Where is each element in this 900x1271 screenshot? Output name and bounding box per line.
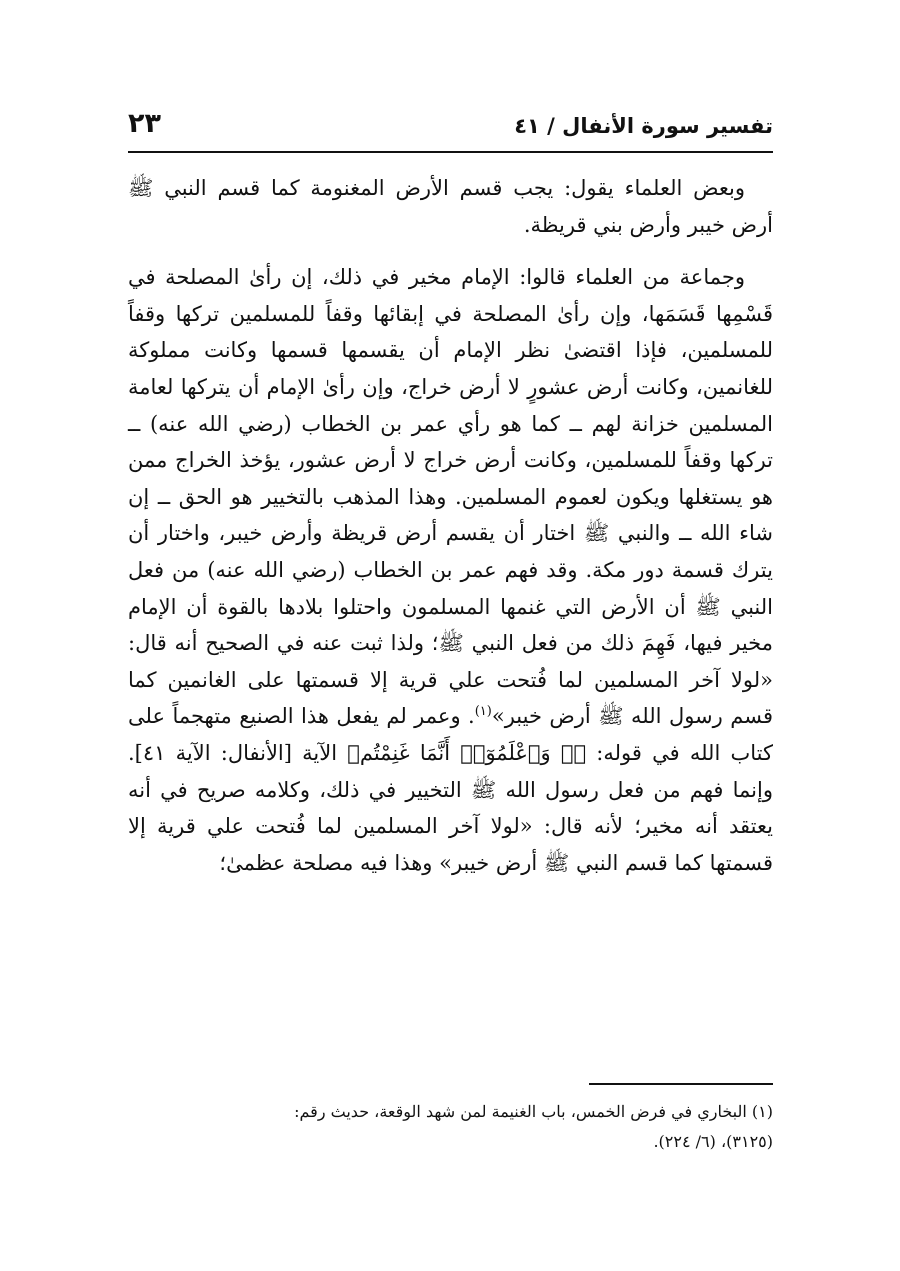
page-header	[128, 108, 773, 150]
page-number: ٢٣	[128, 108, 161, 139]
paragraph-2-main: وجماعة من العلماء قالوا: الإمام مخير في ذلك، إن رأىٰ المصلحة في قَسْمِها قَسَمَها، وإن رأىٰ المصلحة في إبقائها وقفاً للمسلمين تركها وقفاً للمسلمين، فإذا اقتضىٰ نظر الإمام أن يقسمها قسمها وكانت مملوكة للغانمين، وكانت أرض عشورٍ لا أرض خراج، وإن رأىٰ الإمام أن يتركها لعامة المسلمين خزانة لهم ــ كما هو رأي عمر بن الخطاب (رضي الله عنه) ــ تركها وقفاً للمسلمين، وكانت أرض خراج لا أرض عشور، يؤخذ الخراج ممن هو يستغلها ويكون لعموم المسلمين. وهذا المذهب بالتخيير هو الحق ــ إن شاء الله ــ والنبي ﷺ اختار أن يقسم أرض قريظة وأرض خيبر، واختار أن يترك قسمة دور مكة. وقد فهم عمر بن الخطاب (رضي الله عنه) من فعل النبي ﷺ أن الأرض التي غنمها المسلمون واحتلوا بلادها بالقوة أن الإمام مخير فيها، فَهِمَ ذلك من فعل النبي ﷺ؛ ولذا ثبت عنه في الصحيح أنه قال: «لولا آخر المسلمين لما فُتحت علي قرية إلا قسمتها على الغانمين كما قسم رسول الله ﷺ أرض خيبر»	[128, 265, 774, 729]
footnote	[128, 1097, 773, 1157]
footnote-marker[interactable]: (١)	[474, 704, 492, 720]
footnote-line-1: (١) البخاري في فرض الخمس، باب الغنيمة لمن شهد الوقعة، حديث رقم:	[294, 1102, 773, 1121]
paragraph-1: وبعض العلماء يقول: يجب قسم الأرض المغنومة كما قسم النبي ﷺ أرض خيبر وأرض بني قريظة.	[128, 176, 773, 237]
paragraph-2	[128, 259, 773, 881]
footnote-line-2: (٣١٢٥)، (٦/ ٢٢٤).	[653, 1132, 773, 1151]
running-title: تفسير سورة الأنفال / ٤١	[514, 114, 773, 138]
header-divider	[128, 151, 773, 153]
footnote-divider	[589, 1083, 773, 1085]
main-text	[128, 170, 773, 881]
paragraph-2-tail: . وعمر لم يفعل هذا الصنيع متهجماً على كتاب الله في قوله: ﴿۞ وَٱعْلَمُوٓا۟ أَنَّمَا غَنِمْتُم﴾ الآية [الأنفال: الآية ٤١]. وإنما فهم من فعل رسول الله ﷺ التخيير في ذلك، وكلامه صريح في أنه يعتقد أنه مخير؛ لأنه قال: «لولا آخر المسلمين لما فُتحت علي قرية إلا قسمتها كما قسم النبي ﷺ أرض خيبر» وهذا فيه مصلحة عظمىٰ؛	[128, 704, 773, 875]
